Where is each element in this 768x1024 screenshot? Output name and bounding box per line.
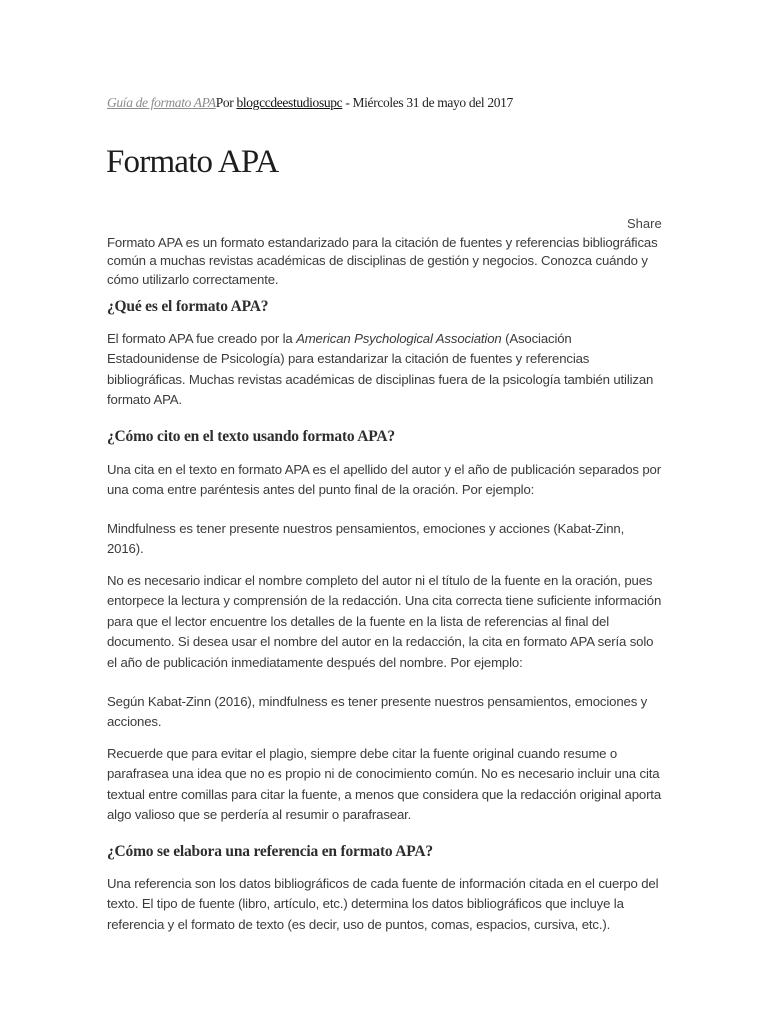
- post-date: - Miércoles 31 de mayo del 2017: [342, 95, 513, 110]
- section-heading-in-text-citation: ¿Cómo cito en el texto usando formato APA?: [107, 428, 395, 445]
- by-label: Por: [215, 95, 237, 110]
- section-heading-what-is-apa: ¿Qué es el formato APA?: [107, 298, 269, 315]
- example-citation-1: Mindfulness es tener presente nuestros pensamientos, emociones y acciones (Kabat-Zinn, 2016).: [107, 521, 625, 557]
- author-link[interactable]: blogccdeestudiosupc: [236, 95, 343, 110]
- section1-paragraph: [107, 329, 663, 411]
- intro-paragraph: Formato APA es un formato estandarizado para la citación de fuentes y referencias bibliográficas común a muchas revistas académicas de disciplinas de gestión y negocios. Conozca cuándo y cómo utilizarlo correctamente.: [107, 235, 658, 287]
- section1-text-end: (Asociación Estadounidense de Psicología) para estandarizar la citación de fuentes y referencias bibliográficas. Muchas revistas académicas de disciplinas fuera de la psicología también utilizan formato APA.: [107, 331, 654, 408]
- section1-text-start: El formato APA fue creado por la: [107, 331, 297, 346]
- page-title: Formato APA: [106, 144, 279, 180]
- post-meta: [107, 95, 667, 111]
- share-button[interactable]: Share: [627, 216, 662, 231]
- section2-paragraph-2: No es necesario indicar el nombre completo del autor ni el título de la fuente en la oración, pues entorpece la lectura y comprensión de la redacción. Una cita correcta tiene suficiente información para que el lector encuentre los detalles de la fuente en la lista de referencias al final del documento. Si desea usar el nombre del autor en la redacción, la cita en formato APA sería solo el año de publicación inmediatamente después del nombre. Por ejemplo:: [107, 573, 662, 670]
- section3-paragraph: Una referencia son los datos bibliográficos de cada fuente de información citada en el cuerpo del texto. El tipo de fuente (libro, artículo, etc.) determina los datos bibliográficos que incluye la referencia y el formato de texto (es decir, uso de puntos, comas, espacios, cursiva, etc.).: [107, 876, 659, 932]
- association-name: American Psychological Association: [296, 331, 502, 346]
- section2-paragraph-3: Recuerde que para evitar el plagio, siempre debe citar la fuente original cuando resume o parafrasea una idea que no es propio ni de conocimiento común. No es necesario incluir una cita textual entre comillas para citar la fuente, a menos que considera que la redacción original aporta algo valioso que se perdería al resumir o parafrasear.: [107, 746, 662, 823]
- section-heading-reference: ¿Cómo se elabora una referencia en formato APA?: [107, 843, 433, 860]
- example-citation-2: Según Kabat-Zinn (2016), mindfulness es tener presente nuestros pensamientos, emociones y acciones.: [107, 694, 648, 730]
- section2-paragraph-1: Una cita en el texto en formato APA es el apellido del autor y el año de publicación separados por una coma entre paréntesis antes del punto final de la oración. Por ejemplo:: [107, 462, 661, 498]
- category-link[interactable]: Guía de formato APA: [107, 95, 216, 110]
